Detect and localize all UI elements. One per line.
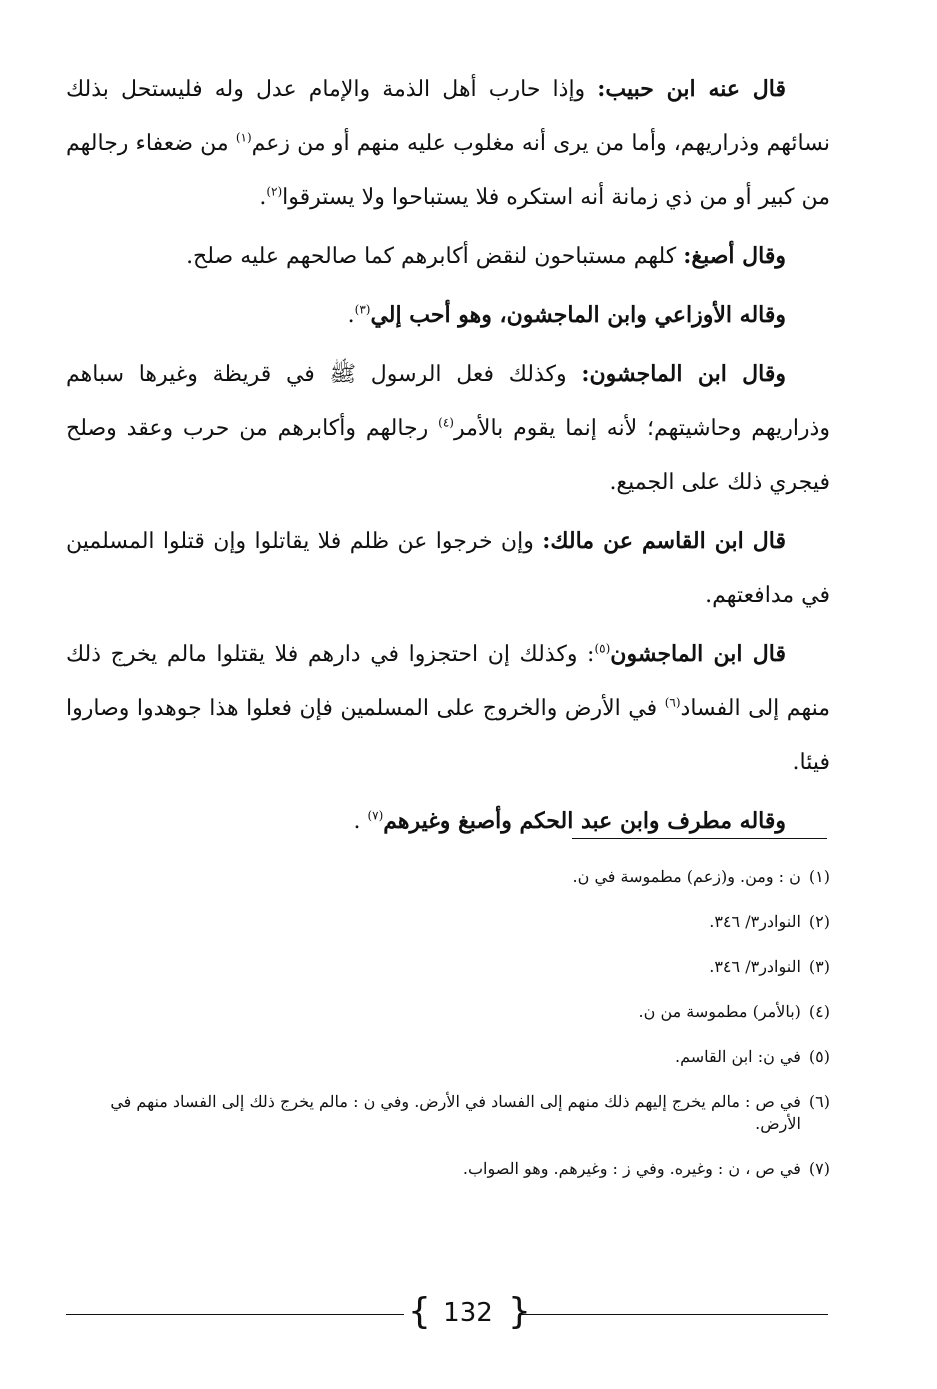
footer-rule-right (520, 1314, 828, 1315)
paragraph-text: . (347, 303, 355, 328)
paragraph-text: : وكذلك إن احتجزوا في دارهم فلا يقتلوا مالم يخرج ذلك منهم إلى الفساد (66, 642, 831, 721)
footnote-text: (بالأمر) مطموسة من ن. (638, 1002, 801, 1021)
footnote-text-continuation: الأرض. (755, 1114, 801, 1133)
footnote-ref: (٥) (594, 641, 611, 656)
footnote-item (66, 911, 830, 933)
footnote-separator (572, 838, 827, 839)
footnote-item (66, 1091, 830, 1135)
paragraph-text: رجالهم وأكابرهم من حرب وعقد وصلح فيجري ذلك على الجميع. (66, 416, 830, 495)
footnote-item (66, 1001, 830, 1023)
paragraph-text: كلهم مستباحون لنقض أكابرهم كما صالحهم عليه صلح. (186, 244, 684, 269)
brace-close: } (508, 1291, 531, 1332)
footnote-number: (٤) (808, 1002, 830, 1021)
footnote-number: (١) (808, 867, 830, 886)
footnote-ref: (٦) (664, 695, 681, 710)
footnote-text (66, 1091, 801, 1135)
page-number: 132 (443, 1298, 493, 1328)
footnote-number: (٥) (808, 1047, 830, 1066)
footnote-text: النوادر٣/ ٣٤٦. (709, 957, 801, 976)
paragraph-text: . (259, 185, 267, 210)
speaker-label: قال ابن القاسم عن مالك: (542, 528, 786, 554)
paragraph-5 (66, 514, 830, 623)
footnote-number: (٣) (808, 957, 830, 976)
page-footer (0, 1290, 937, 1340)
paragraph-2 (66, 229, 830, 284)
footnote-text: ن : ومن. و(زعم) مطموسة في ن. (572, 867, 801, 886)
footnote-ref: (٢) (266, 184, 283, 199)
main-text (66, 62, 830, 853)
footnote-ref: (٧) (367, 808, 384, 823)
footnote-item (66, 1046, 830, 1068)
footnote-text-line: في ص : مالم يخرج إليهم ذلك منهم إلى الفساد في الأرض. وفي ن : مالم يخرج ذلك إلى الفساد منهم في (110, 1092, 801, 1111)
footnote-ref: (٤) (438, 415, 454, 430)
footnote-ref: (١) (235, 130, 252, 145)
paragraph-text: وكذلك فعل الرسول ﷺ في قريظة وغيرها سباهم وذراريهم وحاشيتهم؛ لأنه إنما يقوم بالأمر (66, 362, 830, 441)
footnote-number: (٧) (808, 1159, 830, 1178)
paragraph-text: في الأرض والخروج على المسلمين فإن فعلوا هذا جوهدوا وصاروا فيئا. (66, 696, 830, 775)
speaker-label: وقال ابن الماجشون: (581, 361, 786, 387)
paragraph-4 (66, 347, 830, 510)
paragraph-3 (66, 288, 830, 343)
brace-open: { (408, 1291, 431, 1332)
speaker-label: وقاله مطرف وابن عبد الحكم وأصبغ وغيرهم (383, 808, 786, 834)
footnote-text: في ص ، ن : وغيره. وفي ز : وغيرهم. وهو الصواب. (462, 1159, 801, 1178)
paragraph-text: وإذا حارب أهل الذمة والإمام عدل وله فليستحل بذلك نسائهم وذراريهم، وأما من يرى أنه مغلوب عليه منهم أو من زعم (66, 77, 830, 156)
footnote-number: (٦) (808, 1092, 830, 1111)
footnote-item (66, 866, 830, 888)
footnote-ref: (٣) (354, 302, 371, 317)
footnote-number: (٢) (808, 912, 830, 931)
footnotes (66, 866, 830, 1203)
footnote-text: النوادر٣/ ٣٤٦. (709, 912, 801, 931)
speaker-label: قال ابن الماجشون (610, 641, 786, 667)
paragraph-6 (66, 627, 830, 790)
paragraph-text: من ضعفاء رجالهم من كبير أو من ذي زمانة أنه استكره فلا يستباحوا ولا يسترقوا (66, 131, 830, 210)
speaker-label: وقال أصبغ: (683, 243, 786, 269)
paragraph-text: وإن خرجوا عن ظلم فلا يقاتلوا وإن قتلوا المسلمين في مدافعتهم. (66, 529, 830, 608)
footnote-item (66, 1158, 830, 1180)
speaker-label: قال عنه ابن حبيب: (597, 76, 786, 102)
paragraph-7 (66, 794, 830, 849)
footer-rule-left (66, 1314, 404, 1315)
speaker-label: وقاله الأوزاعي وابن الماجشون، وهو أحب إلي (370, 302, 786, 328)
footnote-text: في ن: ابن القاسم. (675, 1047, 801, 1066)
footnote-item (66, 956, 830, 978)
paragraph-1 (66, 62, 830, 225)
paragraph-text: . (353, 809, 368, 834)
